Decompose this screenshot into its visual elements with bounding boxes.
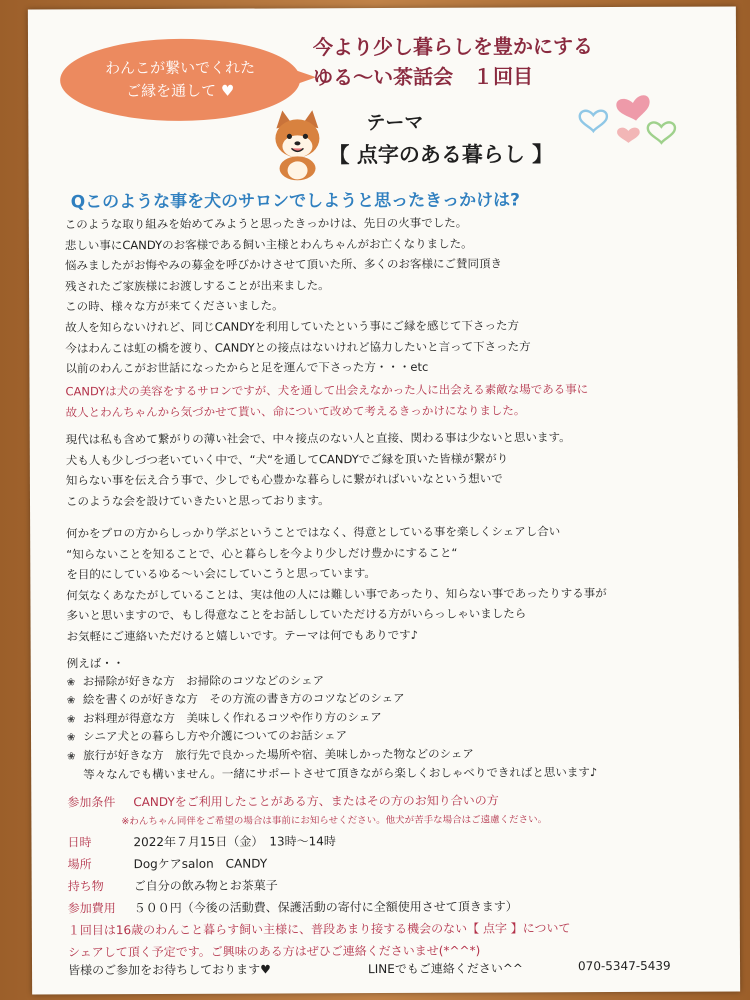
text-line: 悲しい事にCANDYのお客様である飼い主様とわんちゃんがお亡くなりました。 (64, 236, 473, 252)
text-line: “知らないことを知ることで、心と暮らしを今より少しだけ豊かにすること“ (66, 545, 458, 561)
text-line: 故人とわんちゃんから気づかせて貰い、命について改めて考えるきっかけになりました。 (65, 402, 526, 419)
details-label: 持ち物 (67, 879, 104, 894)
text-line: このような会を設けていきたいと思っております。 (65, 493, 330, 509)
text-line: を目的にしているゆる～い会にしていこうと思っています。 (66, 566, 376, 582)
text-line: 悩みましたがお悔やみの募金を呼びかけさせて頂いた所、多くのお客様にご賛同頂き (64, 256, 502, 273)
text-line: 多いと思いますので、もし得意なことをお話ししていただける方がいらっしゃいましたら (66, 606, 527, 623)
text-line: 何かをプロの方からしっかり学ぶということではなく、得意としている事を楽しくシェアし合い (66, 524, 561, 541)
text-line: 何気なくあなたがしていることは、実は他の人には難しい事であったり、知らない事であったりする事が (66, 585, 607, 603)
list-item: ❀ お掃除が好きな方 お掃除のコツなどのシェア (67, 671, 597, 692)
details-row (68, 873, 518, 897)
event-details (67, 829, 517, 919)
theme-label: テーマ (366, 111, 424, 135)
paw-icon: ❀ (67, 732, 76, 744)
conditions-row (67, 790, 499, 814)
text-line: 現代は私も含めて繋がりの薄い社会で、中々接点のない人と直接、関わる事は少ないと思います。 (65, 430, 571, 447)
paw-icon: ❀ (67, 751, 76, 763)
details-label: 場所 (67, 857, 92, 872)
theme-title: 【 点字のある暮らし 】 (328, 142, 554, 168)
text-line: 犬も人も少しづつ老いていく中で、“犬“を通してCANDYでご縁を頂いた皆様が繋がり (65, 451, 509, 467)
event-title-line-1: 今より少し暮らしを豊かにする (312, 34, 594, 60)
text-line: １回目は16歳のわんこと暮らす飼い主様に、普段あまり接する機会のない【 点字 】について (67, 921, 571, 938)
examples-list (67, 653, 598, 783)
text-line: 今はわんこは虹の橋を渡り、CANDYとの接点はないけれど協力したいと言って下さった方 (65, 338, 531, 355)
details-row (68, 895, 518, 919)
paragraph-1 (65, 212, 531, 379)
paragraph-2 (65, 379, 588, 422)
examples-intro: 例えば・・ (66, 656, 125, 671)
list-item: ❀ 絵を書くのが好きな方 その方流の書き方のコツなどのシェア (67, 689, 597, 710)
flyer-paper (28, 6, 740, 994)
event-title-line-2: ゆる～い茶話会 １回目 (313, 64, 534, 90)
conditions-note: ※わんちゃん同伴をご希望の場合は事前にお知らせください。他犬が苦手な場合はご遠慮ください。 (121, 814, 548, 828)
closing-phone: 070-5347-5439 (578, 958, 671, 974)
details-label: 日時 (67, 835, 92, 850)
details-row (68, 851, 518, 875)
details-value: ご自分の飲み物とお茶菓子 (133, 878, 278, 894)
closing-line-contact: LINEでもご連絡ください^^ (368, 961, 523, 977)
hearts-decoration-icon (573, 75, 683, 149)
bubble-line-2-text: ご縁を通して (126, 81, 217, 101)
details-value: Dogケアsalon CANDY (133, 856, 268, 872)
paragraph-3 (66, 427, 571, 512)
list-item: ❀ お料理が得意な方 美味しく作れるコツや作り方のシェア (67, 708, 597, 729)
question-heading: Qこのような事を犬のサロンでしようと思ったきっかけは? (70, 190, 521, 213)
list-item: ❀ 旅行が好きな方 旅行先で良かった場所や宿、美味しかった物などのシェア (67, 745, 597, 766)
conditions-value: CANDYをご利用したことがある方、またはその方のお知り合いの方 (133, 793, 499, 810)
conditions-label: 参加条件 (67, 795, 116, 810)
examples-outro: 等々なんでも構いません。一緒にサポートさせて頂きながら楽しくおしゃべりできればと思います♪ (83, 764, 598, 781)
details-label: 参加費用 (67, 901, 116, 916)
text-line: シェアして頂く予定です。ご興味のある方はぜひご連絡くださいませ(*^^*) (67, 943, 481, 960)
heart-icon: ♥ (220, 81, 235, 100)
bubble-line-1: わんこが繋いでくれた (105, 58, 256, 78)
list-item: ❀ シニア犬との暮らし方や介護についてのお話シェア (67, 726, 597, 747)
details-row (67, 829, 517, 853)
text-line: 残されたご家族様にお渡しすることが出来ました。 (65, 278, 330, 294)
text-line: CANDYは犬の美容をするサロンですが、犬を通して出会えなかった人に出会える素敵な場である事に (65, 382, 589, 399)
paw-icon: ❀ (66, 676, 76, 688)
text-line: 故人を知らないけれど、同じCANDYを利用していたという事にご縁を感じて下さった方 (65, 318, 520, 335)
details-value: ５００円（今後の活動費、保護活動の寄付に全額使用させて頂きます） (133, 899, 518, 916)
details-value: 2022年７月15日（金） 13時～14時 (133, 834, 336, 850)
text-line: 以前のわんこがお世話になったからと足を運んで下さった方・・・etc (65, 359, 429, 376)
closing-waiting: 皆様のご参加をお待ちしております♥ (68, 962, 271, 978)
text-line: お気軽にご連絡いただけると嬉しいです。テーマは何でもありです♪ (66, 627, 419, 644)
text-line: 知らない事を伝え合う事で、少しでも心豊かな暮らしに繋がればいいなという想いで (65, 471, 503, 488)
bubble-line-2 (60, 79, 300, 102)
shiba-dog-icon (264, 108, 330, 180)
footer-text (68, 917, 571, 963)
paragraph-4 (66, 521, 607, 647)
text-line: この時、様々な方が来てくださいました。 (65, 298, 284, 314)
paw-icon: ❀ (66, 695, 76, 707)
paw-icon: ❀ (66, 714, 76, 726)
text-line: このような取り組みを始めてみようと思ったきっかけは、先日の火事でした。 (64, 215, 468, 232)
